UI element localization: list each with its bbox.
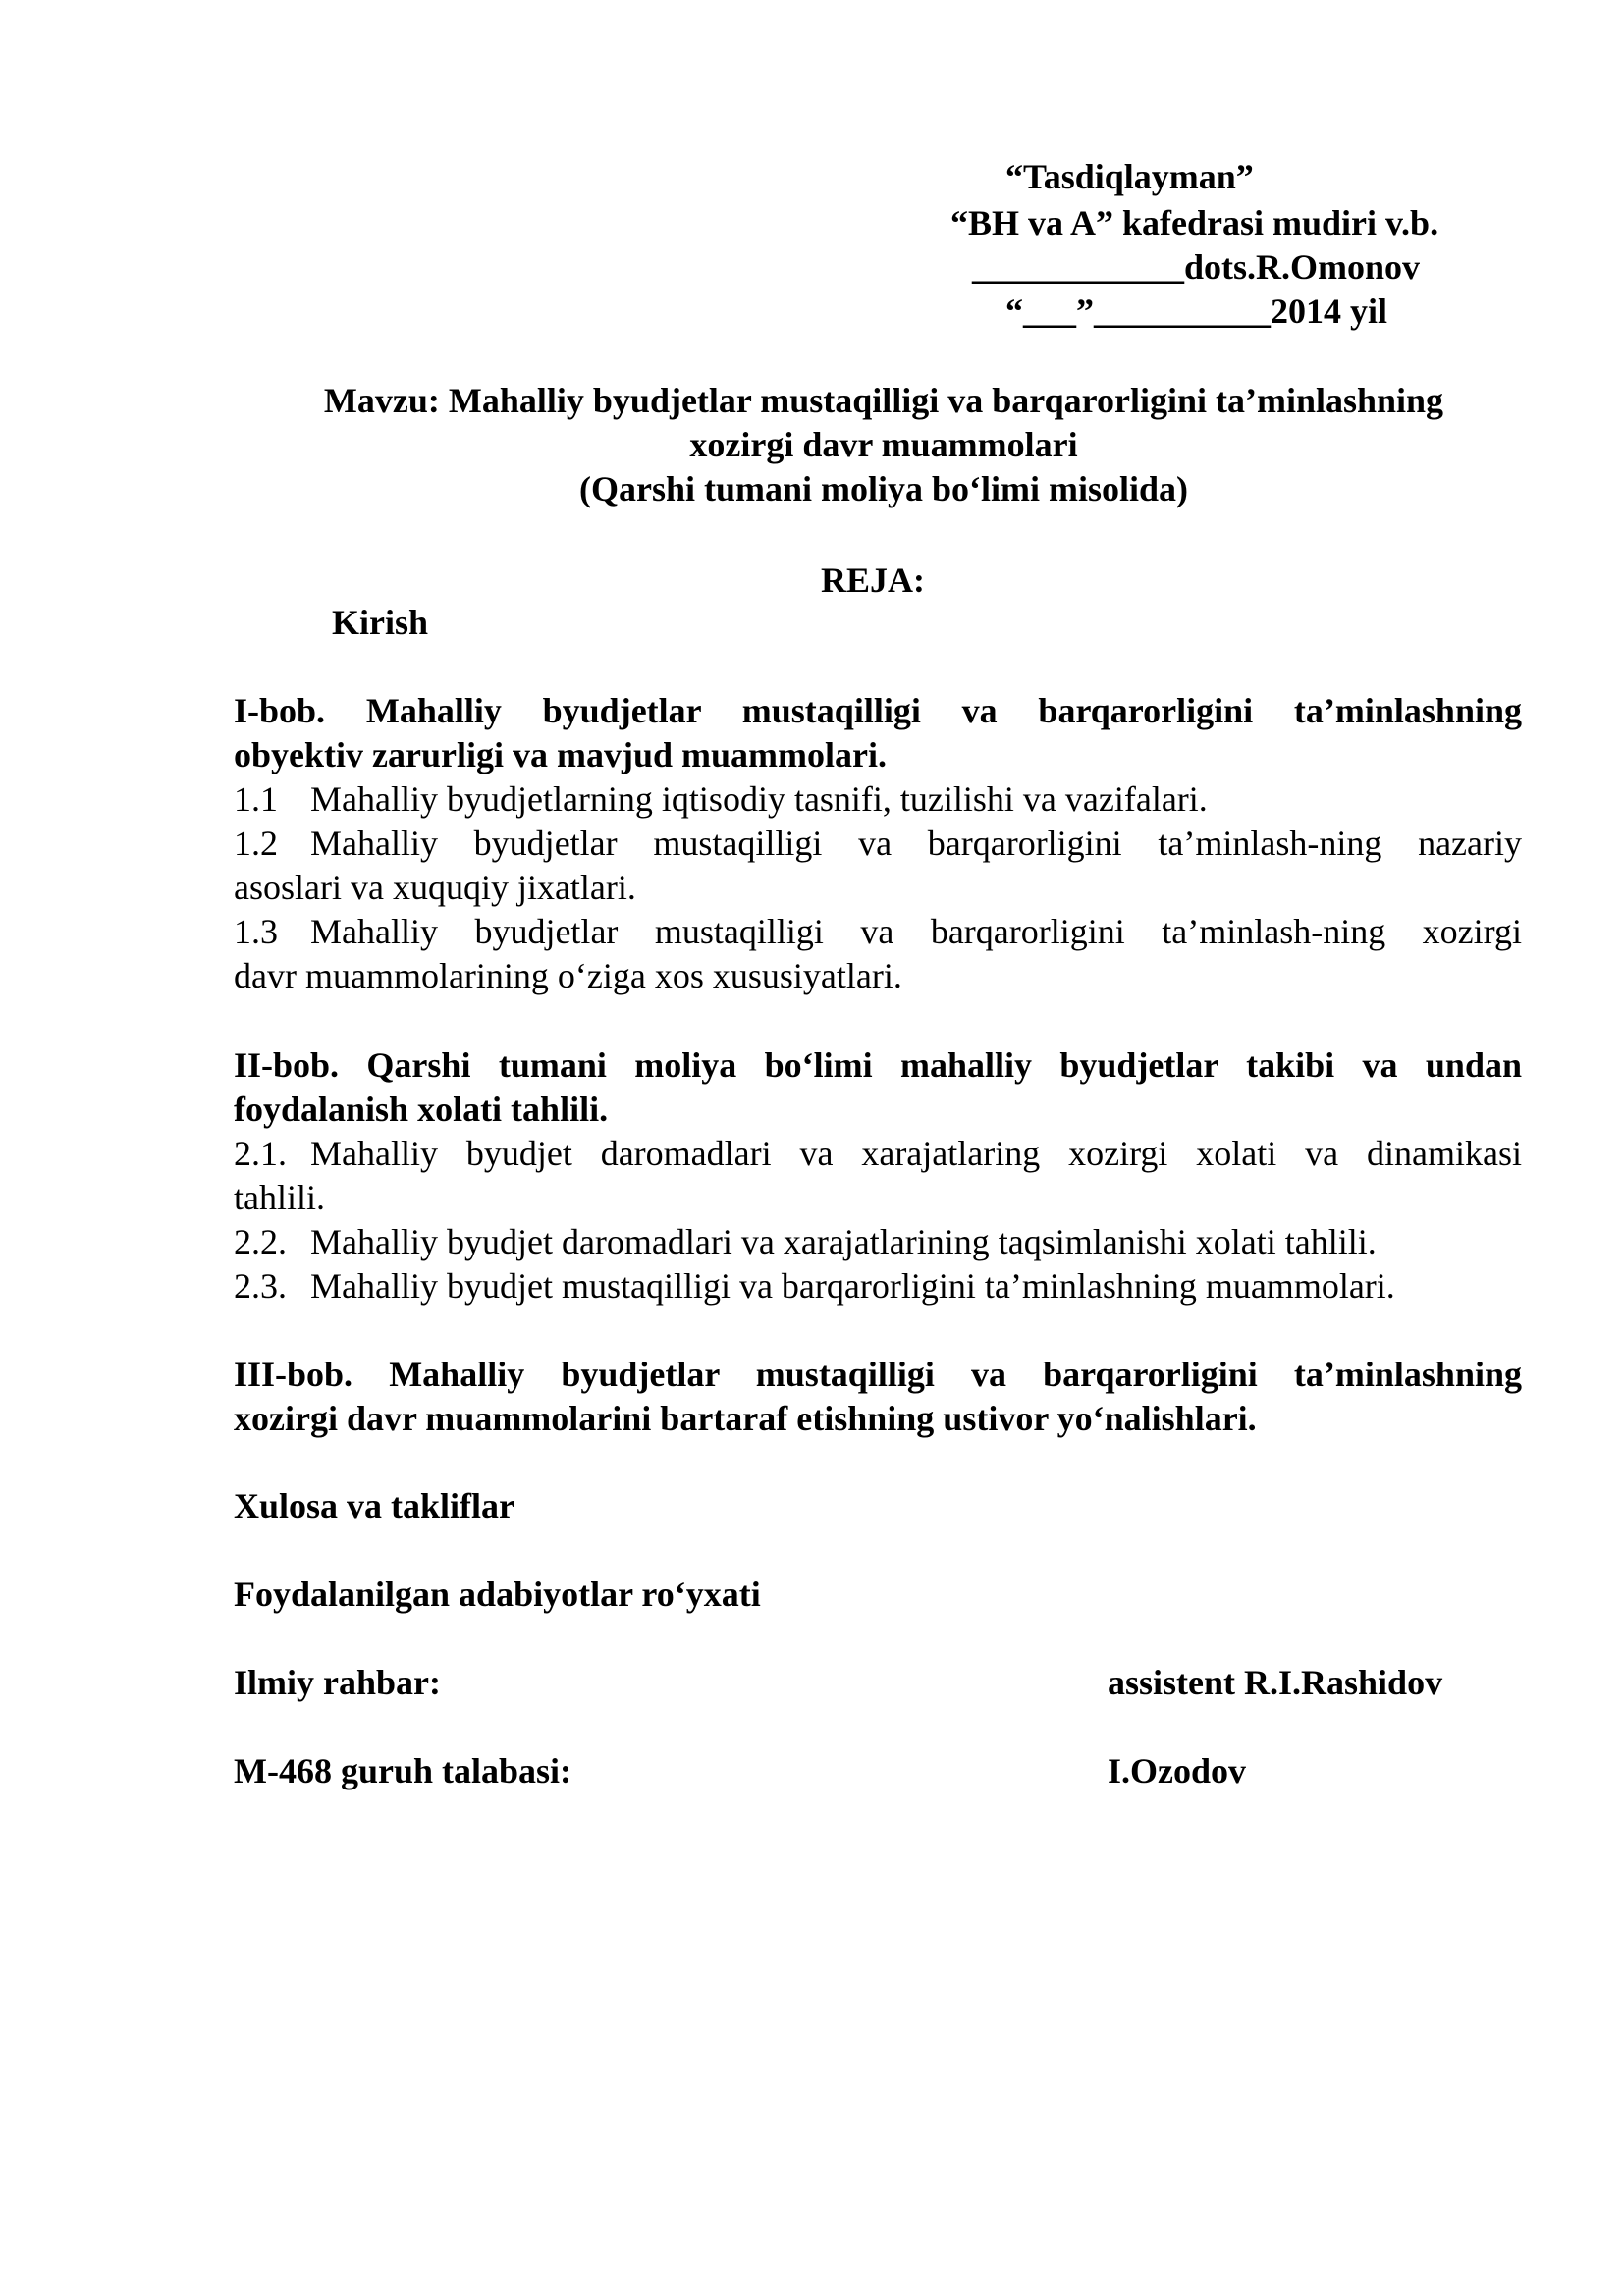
chapter-2-title-line-1: II-bob. Qarshi tumani moliya bo‘limi mahalliy byudjetlar takibi va undan bbox=[234, 1045, 1522, 1085]
section-1-2-line-1 bbox=[234, 822, 1522, 866]
section-1-2-text-1: Mahalliy byudjetlar mustaqilligi va barqarorligini ta’minlash-ning nazariy bbox=[310, 824, 1522, 863]
section-1-2-number: 1.2 bbox=[234, 824, 278, 863]
plan-heading: REJA: bbox=[821, 561, 925, 600]
section-1-3-line-1 bbox=[234, 910, 1522, 954]
approval-signature-line: ____________dots.R.Omonov bbox=[972, 247, 1421, 287]
chapter-2 bbox=[234, 1043, 1522, 1308]
supervisor-label: Ilmiy rahbar: bbox=[234, 1663, 441, 1702]
section-1-3-line-2: davr muammolarining o‘ziga xos xususiyatlari. bbox=[234, 956, 902, 995]
section-2-1-text-1: Mahalliy byudjet daromadlari va xarajatlaring xozirgi xolati va dinamikasi bbox=[310, 1134, 1522, 1173]
plan-intro: Kirish bbox=[332, 603, 429, 642]
chapter-3-title-line-1: III-bob. Mahalliy byudjetlar mustaqilligi va barqarorligini ta’minlashning bbox=[234, 1355, 1522, 1394]
student-label: M-468 guruh talabasi: bbox=[234, 1751, 572, 1790]
student-name: I.Ozodov bbox=[1108, 1751, 1247, 1790]
topic-title-line-3: (Qarshi tumani moliya bo‘limi misolida) bbox=[578, 469, 1189, 508]
topic-title-line-2: xozirgi davr muammolari bbox=[689, 425, 1078, 464]
chapter-1-title-line-1: I-bob. Mahalliy byudjetlar mustaqilligi va barqarorligini ta’minlashning bbox=[234, 691, 1522, 730]
section-1-3-number: 1.3 bbox=[234, 912, 278, 951]
section-2-3-number: 2.3. bbox=[234, 1266, 287, 1306]
section-2-3-text: Mahalliy byudjet mustaqilligi va barqarorligini ta’minlashning muammolari. bbox=[310, 1266, 1395, 1306]
section-1-1-text: Mahalliy byudjetlarning iqtisodiy tasnifi, tuzilishi va vazifalari. bbox=[310, 779, 1208, 819]
section-2-1-line-1 bbox=[234, 1132, 1522, 1176]
references-heading: Foydalanilgan adabiyotlar ro‘yxati bbox=[234, 1575, 761, 1614]
section-2-1-number: 2.1. bbox=[234, 1134, 287, 1173]
chapter-1-title-line-2: obyektiv zarurligi va mavjud muammolari. bbox=[234, 735, 887, 774]
approval-heading: “Tasdiqlayman” bbox=[1005, 157, 1254, 196]
section-1-1-number: 1.1 bbox=[234, 779, 278, 819]
supervisor-name: assistent R.I.Rashidov bbox=[1108, 1663, 1443, 1702]
section-2-3 bbox=[234, 1264, 1522, 1308]
section-2-2-number: 2.2. bbox=[234, 1222, 287, 1261]
chapter-2-title-line-2: foydalanish xolati tahlili. bbox=[234, 1090, 609, 1129]
section-1-3-text-1: Mahalliy byudjetlar mustaqilligi va barqarorligini ta’minlash-ning xozirgi bbox=[310, 912, 1522, 951]
section-2-2-text: Mahalliy byudjet daromadlari va xarajatlarining taqsimlanishi xolati tahlili. bbox=[310, 1222, 1377, 1261]
section-2-1-line-2: tahlili. bbox=[234, 1178, 325, 1217]
chapter-1 bbox=[234, 689, 1522, 998]
section-1-2-line-2: asoslari va xuquqiy jixatlari. bbox=[234, 868, 636, 907]
conclusion-heading: Xulosa va takliflar bbox=[234, 1486, 515, 1525]
chapter-3 bbox=[234, 1353, 1522, 1441]
approval-position: “BH va A” kafedrasi mudiri v.b. bbox=[950, 203, 1439, 242]
topic-title bbox=[177, 379, 1591, 511]
chapter-3-title-line-2: xozirgi davr muammolarini bartaraf etishning ustivor yo‘nalishlari. bbox=[234, 1399, 1257, 1438]
section-2-2 bbox=[234, 1220, 1522, 1264]
topic-title-line-1: Mavzu: Mahalliy byudjetlar mustaqilligi va barqarorligini ta’minlashning bbox=[323, 381, 1444, 420]
section-1-1 bbox=[234, 777, 1522, 822]
approval-date-line: “___”__________2014 yil bbox=[1005, 292, 1388, 331]
